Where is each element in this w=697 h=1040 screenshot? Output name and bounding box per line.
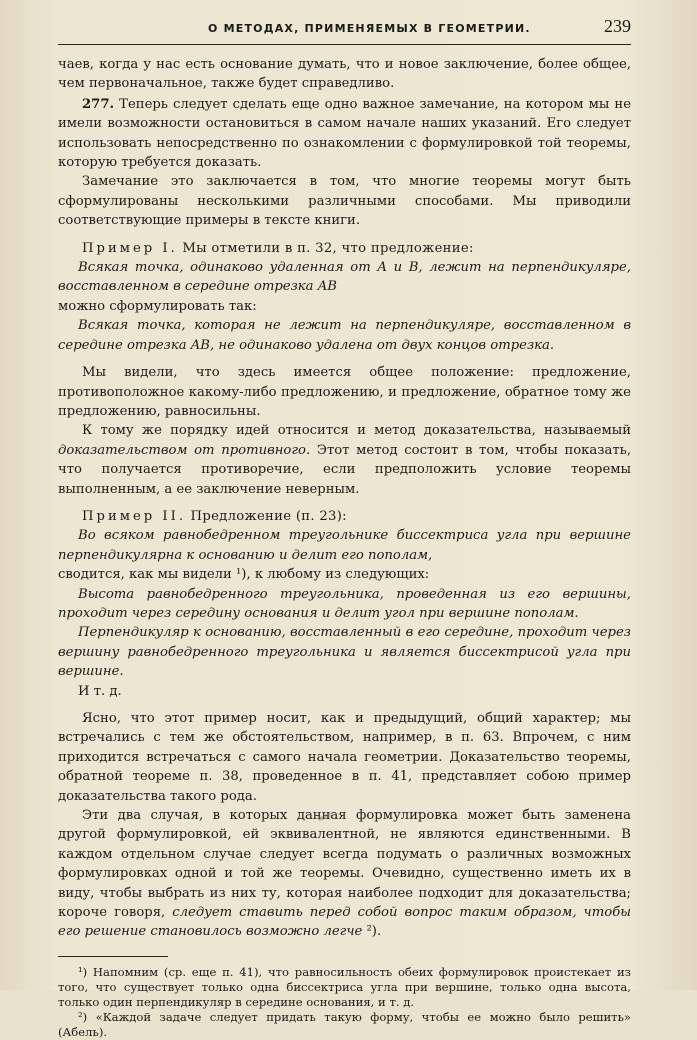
paragraph-general-character: Ясно, что этот пример носит, как и предыдущий, общий характер; мы встречались с тем же обстоятельством, например, в п. 63. Впрочем, с ним приходится встречаться с самого начала геометрии. Доказательство теоремы, обратной теореме п. 38, проведенное в п. 41, представляет собою пример доказательства такого рода. <box>58 711 631 804</box>
main-text <box>58 55 631 942</box>
example-2-etc: И т. д. <box>78 683 122 699</box>
proof-by-contradiction-term: доказательством от противного. <box>58 442 311 458</box>
paragraph-contradiction-start: К тому же порядку идей относится и метод доказательства, называемый <box>82 423 631 439</box>
example-1-label: Пример I. <box>82 240 178 256</box>
paragraph-contradiction-end: Этот метод состоит в том, чтобы показать, что получается противоречие, если предположить условие теоремы выполненным, а ее заключение неверным. <box>58 442 632 497</box>
example-2-variant-1: Высота равнобедренного треугольника, проведенная из его вершины, проходит через середину основания и делит угол при вершине пополам. <box>58 586 631 621</box>
emphasized-advice: следует ставить перед собой вопрос таким образом, чтобы его решение становилось возможно легче <box>58 905 631 940</box>
example-1-statement: Всякая точка, одинаково удаленная от A и B, лежит на перпендикуляре, восставленном в середине отрезка AB <box>58 260 631 295</box>
example-2 <box>58 507 631 701</box>
footnote-rule <box>58 956 168 957</box>
example-1-connector: можно сформулировать так: <box>58 298 257 314</box>
example-2-statement: Во всяком равнобедренном треугольнике биссектриса угла при вершине перпендикулярна к основанию и делит его пополам, <box>58 528 631 563</box>
example-1-reformulation: Всякая точка, которая не лежит на перпендикуляре, восставленном в середине отрезка AB, не одинаково удалена от двух концов отрезка. <box>58 318 631 353</box>
example-2-heading <box>58 507 631 526</box>
footnotes <box>58 956 631 1040</box>
example-2-variant-2: Перпендикуляр к основанию, восставленный в его середине, проходит через вершину равнобедренного треугольника и является биссектрисой угла при вершине. <box>58 625 631 680</box>
paragraph-conclusion-end: ²). <box>362 924 382 940</box>
paragraph-conclusion-start: Эти два случая, в которых данная формулировка может быть заменена другой формулировкой, ей эквивалентной, не являются единственными. В каждом отдельном случае следует всегда подумать о различных возможных формулировках одной и той же теоремы. Очевидно, существенно иметь их в виду, чтобы выбрать из них ту, которая наиболее подходит для доказательства; короче говоря, <box>58 808 631 921</box>
example-2-label: Пример II. <box>82 508 187 524</box>
running-title: О МЕТОДАХ, ПРИМЕНЯЕМЫХ В ГЕОМЕТРИИ. <box>208 22 531 35</box>
example-1 <box>58 239 631 355</box>
example-1-intro: Мы отметили в п. 32, что предложение: <box>177 240 474 256</box>
footnote-2: ²) «Каждой задаче следует придать такую форму, чтобы ее можно было решить» (Абель). <box>58 1009 631 1039</box>
paragraph-continued: чаев, когда у нас есть основание думать, что и новое заключение, более общее, чем первоначальное, также будет справедливо. <box>58 57 631 92</box>
paragraph-remark: Замечание это заключается в том, что многие теоремы могут быть сформулированы несколькими различными способами. Мы приводили соответствующие примеры в тексте книги. <box>58 174 631 229</box>
page-number: 239 <box>604 16 631 36</box>
paragraph-conclusion <box>58 806 631 942</box>
running-head <box>58 18 631 45</box>
section-number: 277. <box>82 96 115 112</box>
example-2-intro: Предложение (п. 23): <box>186 508 347 524</box>
footnote-1: ¹) Напомним (ср. еще п. 41), что равносильность обеих формулировок проистекает из того, что существует только одна биссектриса угла при вершине, только одна высота, только один перпендикуляр в середине основания, и т. д. <box>58 964 631 1009</box>
paragraph-general-position: Мы видели, что здесь имеется общее положение: предложение, противоположное какому-либо предложению, и предложение, обратное тому же предложению, равносильны. <box>58 365 631 419</box>
paragraph-277 <box>58 95 631 173</box>
paragraph-contradiction <box>58 421 631 499</box>
example-1-heading <box>58 239 631 258</box>
example-2-connector: сводится, как мы видели ¹), к любому из следующих: <box>58 567 430 583</box>
paragraph-277-text: Теперь следует сделать еще одно важное замечание, на котором мы не имели возможности остановиться в самом начале наших указаний. Его следует использовать непосредственно по ознакомлении с формулировкой той теоремы, которую требуется доказать. <box>58 96 631 171</box>
